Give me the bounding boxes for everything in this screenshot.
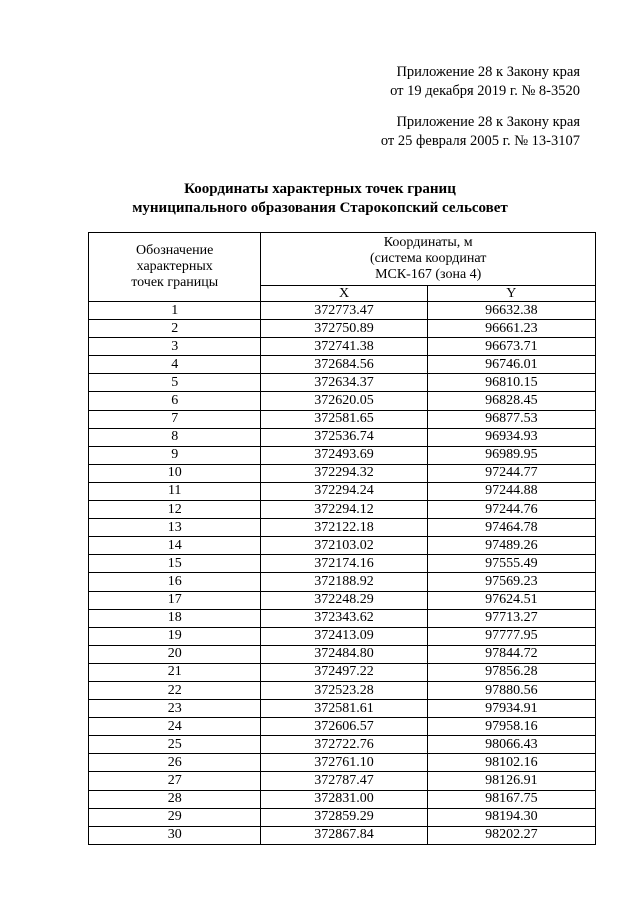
table-row (89, 302, 596, 320)
point-number-cell: 5 (89, 374, 261, 392)
table-row (89, 627, 596, 645)
table-row (89, 482, 596, 500)
point-number-cell: 20 (89, 645, 261, 663)
y-coordinate-cell: 97244.77 (427, 464, 595, 482)
y-coordinate-cell: 98194.30 (427, 808, 595, 826)
point-number-cell: 16 (89, 573, 261, 591)
point-number-cell: 9 (89, 446, 261, 464)
point-number-cell: 4 (89, 356, 261, 374)
x-coordinate-cell: 372413.09 (261, 627, 427, 645)
coordinates-table-body (89, 302, 596, 845)
document-title-line-1: Координаты характерных точек границ (184, 181, 456, 197)
annex-current-line-2: от 19 декабря 2019 г. № 8-3520 (390, 83, 580, 99)
x-coordinate-cell: 372761.10 (261, 754, 427, 772)
point-number-cell: 14 (89, 537, 261, 555)
coordinates-table (88, 232, 596, 845)
x-coordinate-cell: 372787.47 (261, 772, 427, 790)
x-coordinate-cell: 372620.05 (261, 392, 427, 410)
y-coordinate-cell: 97958.16 (427, 718, 595, 736)
x-coordinate-cell: 372581.61 (261, 700, 427, 718)
table-row (89, 826, 596, 844)
header-coords-line-1: Координаты, м (383, 235, 473, 250)
y-coordinate-cell: 98126.91 (427, 772, 595, 790)
y-coordinate-cell: 96661.23 (427, 320, 595, 338)
x-coordinate-cell: 372248.29 (261, 591, 427, 609)
point-number-cell: 1 (89, 302, 261, 320)
y-coordinate-cell: 97244.88 (427, 482, 595, 500)
table-row (89, 772, 596, 790)
y-coordinate-cell: 96877.53 (427, 410, 595, 428)
table-row (89, 645, 596, 663)
point-number-cell: 22 (89, 681, 261, 699)
x-coordinate-cell: 372773.47 (261, 302, 427, 320)
point-number-cell: 17 (89, 591, 261, 609)
table-row (89, 374, 596, 392)
y-coordinate-cell: 97934.91 (427, 700, 595, 718)
table-row (89, 446, 596, 464)
header-point-line-1: Обозначение (136, 243, 214, 258)
y-coordinate-cell: 96632.38 (427, 302, 595, 320)
y-coordinate-cell: 96934.93 (427, 428, 595, 446)
y-coordinate-cell: 98102.16 (427, 754, 595, 772)
y-coordinate-cell: 97569.23 (427, 573, 595, 591)
table-row (89, 790, 596, 808)
point-number-cell: 19 (89, 627, 261, 645)
document-title-line-2: муниципального образования Старокопский сельсовет (132, 200, 508, 216)
y-coordinate-cell: 96828.45 (427, 392, 595, 410)
table-row (89, 519, 596, 537)
x-coordinate-cell: 372174.16 (261, 555, 427, 573)
point-number-cell: 6 (89, 392, 261, 410)
y-coordinate-cell: 96673.71 (427, 338, 595, 356)
table-row (89, 718, 596, 736)
x-coordinate-cell: 372294.32 (261, 464, 427, 482)
point-number-cell: 3 (89, 338, 261, 356)
table-row (89, 392, 596, 410)
x-coordinate-cell: 372606.57 (261, 718, 427, 736)
point-number-cell: 15 (89, 555, 261, 573)
x-coordinate-cell: 372493.69 (261, 446, 427, 464)
x-coordinate-cell: 372294.24 (261, 482, 427, 500)
y-coordinate-cell: 97464.78 (427, 519, 595, 537)
table-row (89, 555, 596, 573)
header-x: X (261, 286, 427, 302)
y-coordinate-cell: 97489.26 (427, 537, 595, 555)
y-coordinate-cell: 97880.56 (427, 681, 595, 699)
y-coordinate-cell: 97624.51 (427, 591, 595, 609)
table-row (89, 591, 596, 609)
point-number-cell: 21 (89, 663, 261, 681)
table-row (89, 356, 596, 374)
annex-original-reference (381, 113, 580, 151)
point-number-cell: 13 (89, 519, 261, 537)
point-number-cell: 25 (89, 736, 261, 754)
point-number-cell: 11 (89, 482, 261, 500)
annex-original-line-2: от 25 февраля 2005 г. № 13-3107 (380, 133, 580, 149)
table-row (89, 609, 596, 627)
y-coordinate-cell: 96746.01 (427, 356, 595, 374)
x-coordinate-cell: 372484.80 (261, 645, 427, 663)
table-row (89, 808, 596, 826)
x-coordinate-cell: 372343.62 (261, 609, 427, 627)
x-coordinate-cell: 372722.76 (261, 736, 427, 754)
annex-current-line-1: Приложение 28 к Закону края (396, 64, 580, 80)
x-coordinate-cell: 372741.38 (261, 338, 427, 356)
x-coordinate-cell: 372536.74 (261, 428, 427, 446)
table-row (89, 700, 596, 718)
x-coordinate-cell: 372294.12 (261, 501, 427, 519)
x-coordinate-cell: 372684.56 (261, 356, 427, 374)
point-number-cell: 10 (89, 464, 261, 482)
point-number-cell: 28 (89, 790, 261, 808)
table-row (89, 736, 596, 754)
y-coordinate-cell: 97555.49 (427, 555, 595, 573)
annex-original-line-1: Приложение 28 к Закону края (396, 114, 580, 130)
point-number-cell: 24 (89, 718, 261, 736)
x-coordinate-cell: 372634.37 (261, 374, 427, 392)
x-coordinate-cell: 372103.02 (261, 537, 427, 555)
table-row (89, 320, 596, 338)
table-row (89, 663, 596, 681)
y-coordinate-cell: 97856.28 (427, 663, 595, 681)
header-point-designation (89, 233, 261, 302)
y-coordinate-cell: 98202.27 (427, 826, 595, 844)
header-y: Y (427, 286, 595, 302)
y-coordinate-cell: 97244.76 (427, 501, 595, 519)
point-number-cell: 7 (89, 410, 261, 428)
header-point-line-2: характерных (136, 259, 213, 274)
y-coordinate-cell: 96989.95 (427, 446, 595, 464)
y-coordinate-cell: 97777.95 (427, 627, 595, 645)
header-coords-line-3: МСК-167 (зона 4) (375, 267, 482, 282)
y-coordinate-cell: 97713.27 (427, 609, 595, 627)
y-coordinate-cell: 96810.15 (427, 374, 595, 392)
document-title (0, 180, 640, 218)
point-number-cell: 23 (89, 700, 261, 718)
y-coordinate-cell: 97844.72 (427, 645, 595, 663)
point-number-cell: 18 (89, 609, 261, 627)
point-number-cell: 27 (89, 772, 261, 790)
table-row (89, 501, 596, 519)
table-row (89, 681, 596, 699)
table-row (89, 410, 596, 428)
header-coordinates (261, 233, 596, 286)
x-coordinate-cell: 372750.89 (261, 320, 427, 338)
y-coordinate-cell: 98167.75 (427, 790, 595, 808)
point-number-cell: 12 (89, 501, 261, 519)
x-coordinate-cell: 372523.28 (261, 681, 427, 699)
table-row (89, 428, 596, 446)
x-coordinate-cell: 372581.65 (261, 410, 427, 428)
point-number-cell: 2 (89, 320, 261, 338)
point-number-cell: 8 (89, 428, 261, 446)
table-row (89, 338, 596, 356)
table-row (89, 573, 596, 591)
annex-current-reference (390, 63, 580, 101)
header-point-line-3: точек границы (131, 275, 219, 290)
point-number-cell: 26 (89, 754, 261, 772)
table-row (89, 464, 596, 482)
x-coordinate-cell: 372122.18 (261, 519, 427, 537)
point-number-cell: 29 (89, 808, 261, 826)
header-coords-line-2: (система координат (370, 251, 487, 266)
x-coordinate-cell: 372831.00 (261, 790, 427, 808)
table-row (89, 537, 596, 555)
y-coordinate-cell: 98066.43 (427, 736, 595, 754)
x-coordinate-cell: 372188.92 (261, 573, 427, 591)
x-coordinate-cell: 372859.29 (261, 808, 427, 826)
x-coordinate-cell: 372497.22 (261, 663, 427, 681)
point-number-cell: 30 (89, 826, 261, 844)
table-row (89, 754, 596, 772)
x-coordinate-cell: 372867.84 (261, 826, 427, 844)
